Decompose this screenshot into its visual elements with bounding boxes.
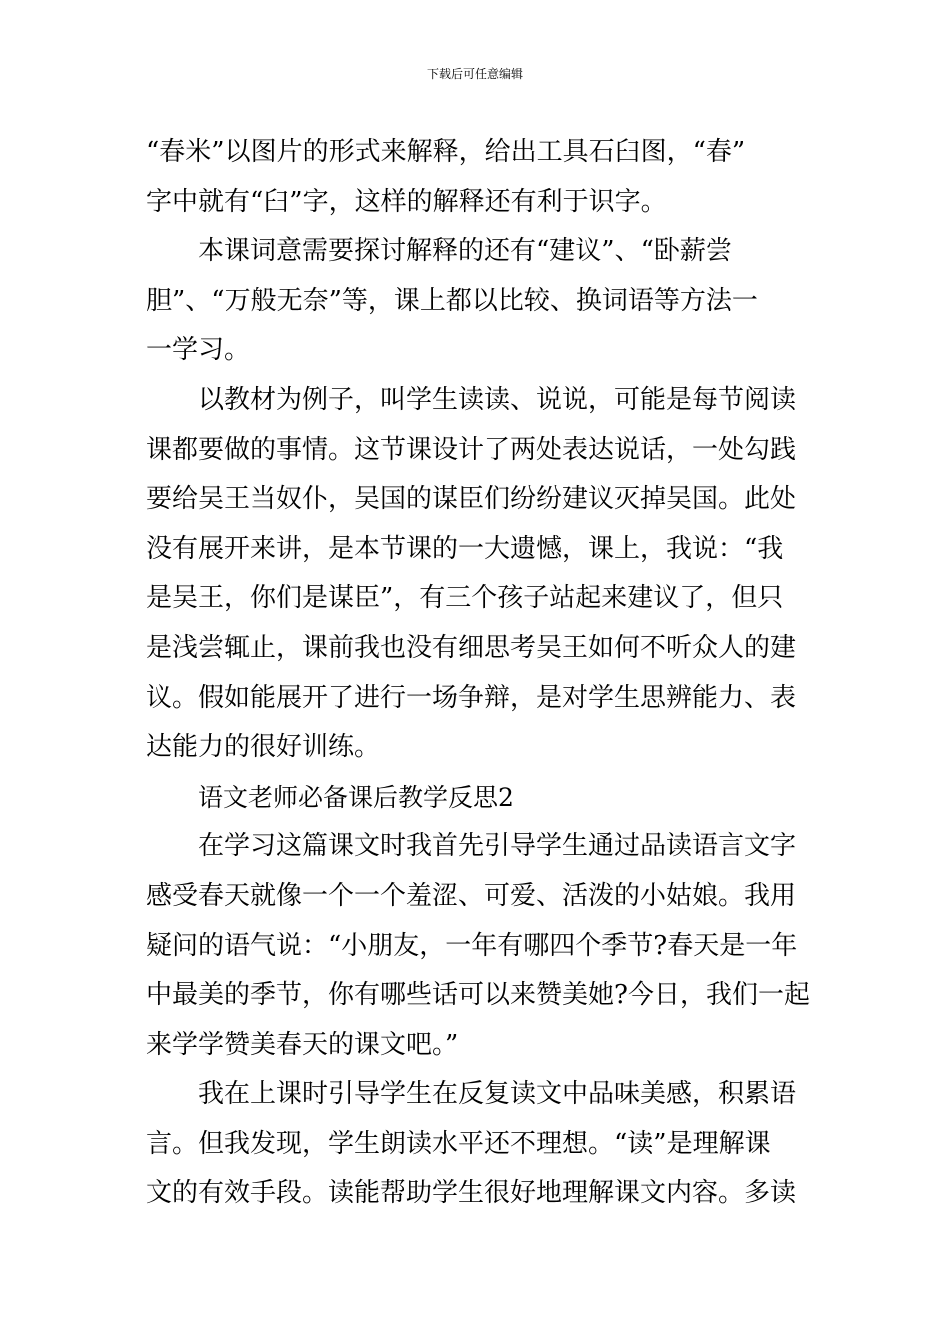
text-line: 我在上课时引导学生在反复读文中品味美感，积累语 xyxy=(198,1079,797,1110)
text-line: 本课词意需要探讨解释的还有“建议”、“卧薪尝 xyxy=(198,236,732,267)
text-line: 课都要做的事情。这节课设计了两处表达说话，一处勾践 xyxy=(146,434,797,465)
text-line: 以教材为例子，叫学生读读、说说，可能是每节阅读 xyxy=(198,384,797,415)
text-line: 是吴王，你们是谋臣”，有三个孩子站起来建议了，但只 xyxy=(146,583,784,614)
text-line: 一学习。 xyxy=(146,335,251,366)
document-body xyxy=(146,128,811,1219)
text-line: 来学学赞美春天的课文吧。” xyxy=(146,1029,459,1060)
section-heading: 语文老师必备课后教学反思2 xyxy=(198,782,514,812)
text-line: 是浅尝辄止，课前我也没有细思考吴王如何不听众人的建 xyxy=(146,632,797,663)
text-line: “春米”以图片的形式来解释，给出工具石臼图，“春” xyxy=(146,137,746,167)
text-line: 中最美的季节，你有哪些话可以来赞美她?今日，我们一起 xyxy=(146,980,810,1011)
page-header: 下载后可任意编辑 xyxy=(426,67,523,81)
text-line: 字中就有“臼”字，这样的解释还有利于识字。 xyxy=(146,186,667,217)
text-line: 感受春天就像一个一个羞涩、可爱、活泼的小姑娘。我用 xyxy=(146,880,797,911)
text-line: 要给吴王当奴仆，吴国的谋臣们纷纷建议灭掉吴国。此处 xyxy=(146,484,797,515)
text-line: 在学习这篇课文时我首先引导学生通过品读语言文字 xyxy=(198,831,797,862)
text-line: 议。假如能展开了进行一场争辩，是对学生思辨能力、表 xyxy=(146,682,797,713)
text-line: 没有展开来讲，是本节课的一大遗憾，课上，我说：“我 xyxy=(146,533,784,564)
text-line: 胆”、“万般无奈”等，课上都以比较、换词语等方法一 xyxy=(146,285,758,316)
text-line: 文的有效手段。读能帮助学生很好地理解课文内容。多读 xyxy=(146,1178,797,1209)
text-line: 疑问的语气说：“小朋友，一年有哪四个季节?春天是一年 xyxy=(146,930,798,961)
text-line: 达能力的很好训练。 xyxy=(146,732,381,763)
text-line: 言。但我发现，学生朗读水平还不理想。“读”是理解课 xyxy=(146,1128,771,1159)
